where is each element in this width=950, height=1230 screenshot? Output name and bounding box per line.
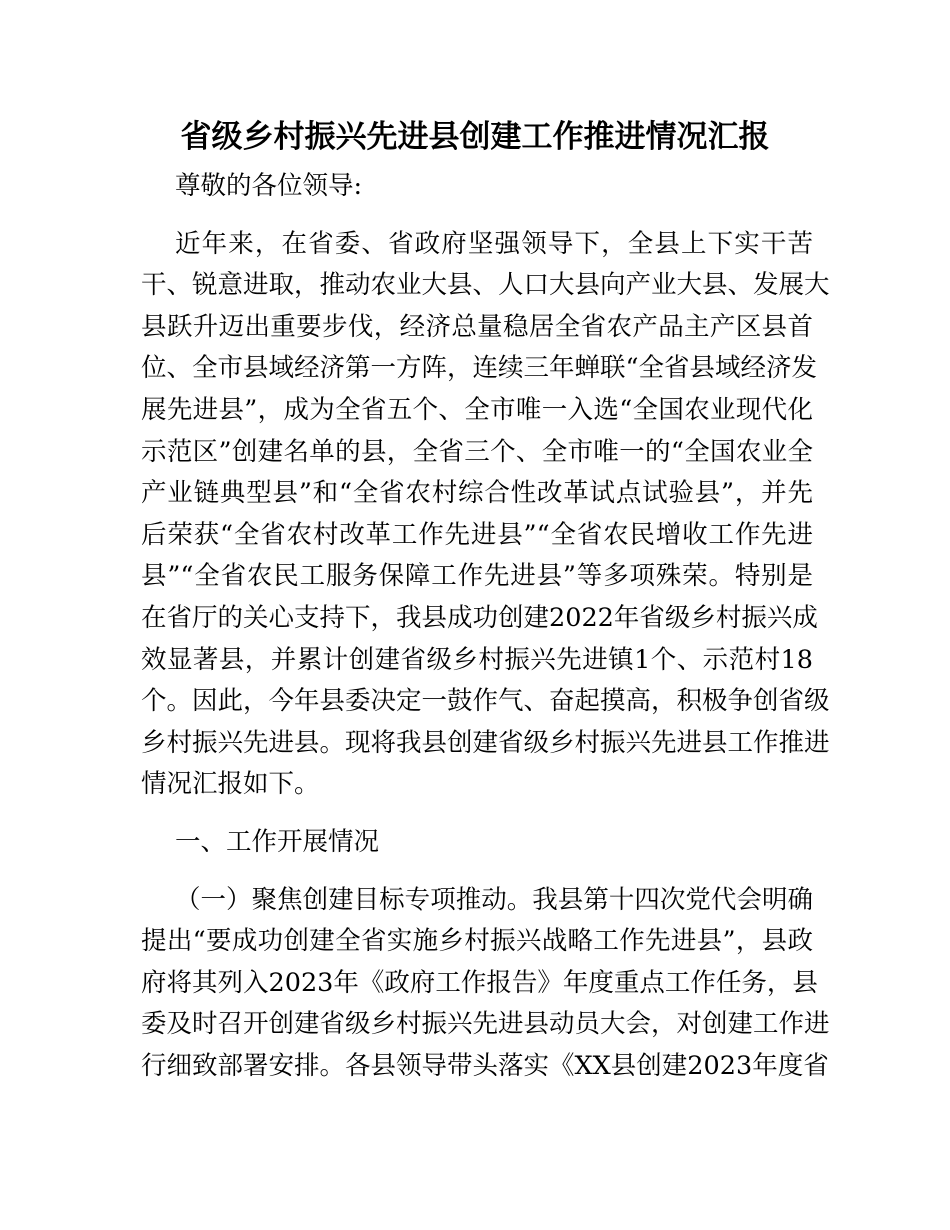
paragraph-line: 后荣获“全省农村改革工作先进县”“全省农民增收工作先进 bbox=[141, 519, 813, 550]
paragraph-line: 展先进县”，成为全省五个、全市唯一入选“全国农业现代化 bbox=[141, 394, 813, 425]
document-body bbox=[141, 166, 830, 1087]
spacer bbox=[141, 208, 813, 224]
salutation: 尊敬的各位领导: bbox=[175, 171, 363, 201]
paragraph-line: （一）聚焦创建目标专项推动。我县第十四次党代会明确 bbox=[175, 884, 813, 915]
paragraph-1 bbox=[141, 224, 830, 806]
paragraph-line: 乡村振兴先进县。现将我县创建省级乡村振兴先进县工作推进 bbox=[141, 727, 830, 758]
document-title: 省级乡村振兴先进县创建工作推进情况汇报 bbox=[180, 119, 770, 155]
paragraph-line: 行细致部署安排。各县领导带头落实《XX县创建2023年度省 bbox=[141, 1050, 829, 1081]
paragraph-line: 示范区”创建名单的县，全省三个、全市唯一的“全国农业全 bbox=[141, 436, 813, 467]
spacer bbox=[141, 864, 813, 880]
paragraph-line: 产业链典型县”和“全省农村综合性改革试点试验县”，并先 bbox=[141, 478, 813, 509]
paragraph-line: 干、锐意进取，推动农业大县、人口大县向产业大县、发展大 bbox=[141, 270, 830, 301]
paragraph-line: 提出“要成功创建全省实施乡村振兴战略工作先进县”，县政 bbox=[141, 926, 813, 957]
paragraph-line: 效显著县，并累计创建省级乡村振兴先进镇1个、示范村18 bbox=[141, 644, 813, 675]
paragraph-line: 县跃升迈出重要步伐，经济总量稳居全省农产品主产区县首 bbox=[141, 311, 813, 342]
paragraph-line: 府将其列入2023年《政府工作报告》年度重点工作任务，县 bbox=[141, 967, 818, 998]
paragraph-line: 委及时召开创建省级乡村振兴先进县动员大会，对创建工作进 bbox=[141, 1009, 830, 1040]
paragraph-line: 个。因此，今年县委决定一鼓作气、奋起摸高，积极争创省级 bbox=[141, 686, 830, 717]
paragraph-2 bbox=[141, 880, 830, 1088]
paragraph-line: 位、全市县域经济第一方阵，连续三年蝉联“全省县域经济发 bbox=[141, 353, 818, 384]
paragraph-line: 近年来，在省委、省政府坚强领导下，全县上下实干苦 bbox=[175, 228, 813, 259]
paragraph-line: 情况汇报如下。 bbox=[141, 769, 320, 800]
paragraph-line: 在省厅的关心支持下，我县成功创建2022年省级乡村振兴成 bbox=[141, 602, 818, 633]
paragraph-line: 县”“全省农民工服务保障工作先进县”等多项殊荣。特别是 bbox=[141, 561, 813, 592]
section-heading: 一、工作开展情况 bbox=[175, 826, 380, 857]
spacer bbox=[141, 806, 813, 822]
